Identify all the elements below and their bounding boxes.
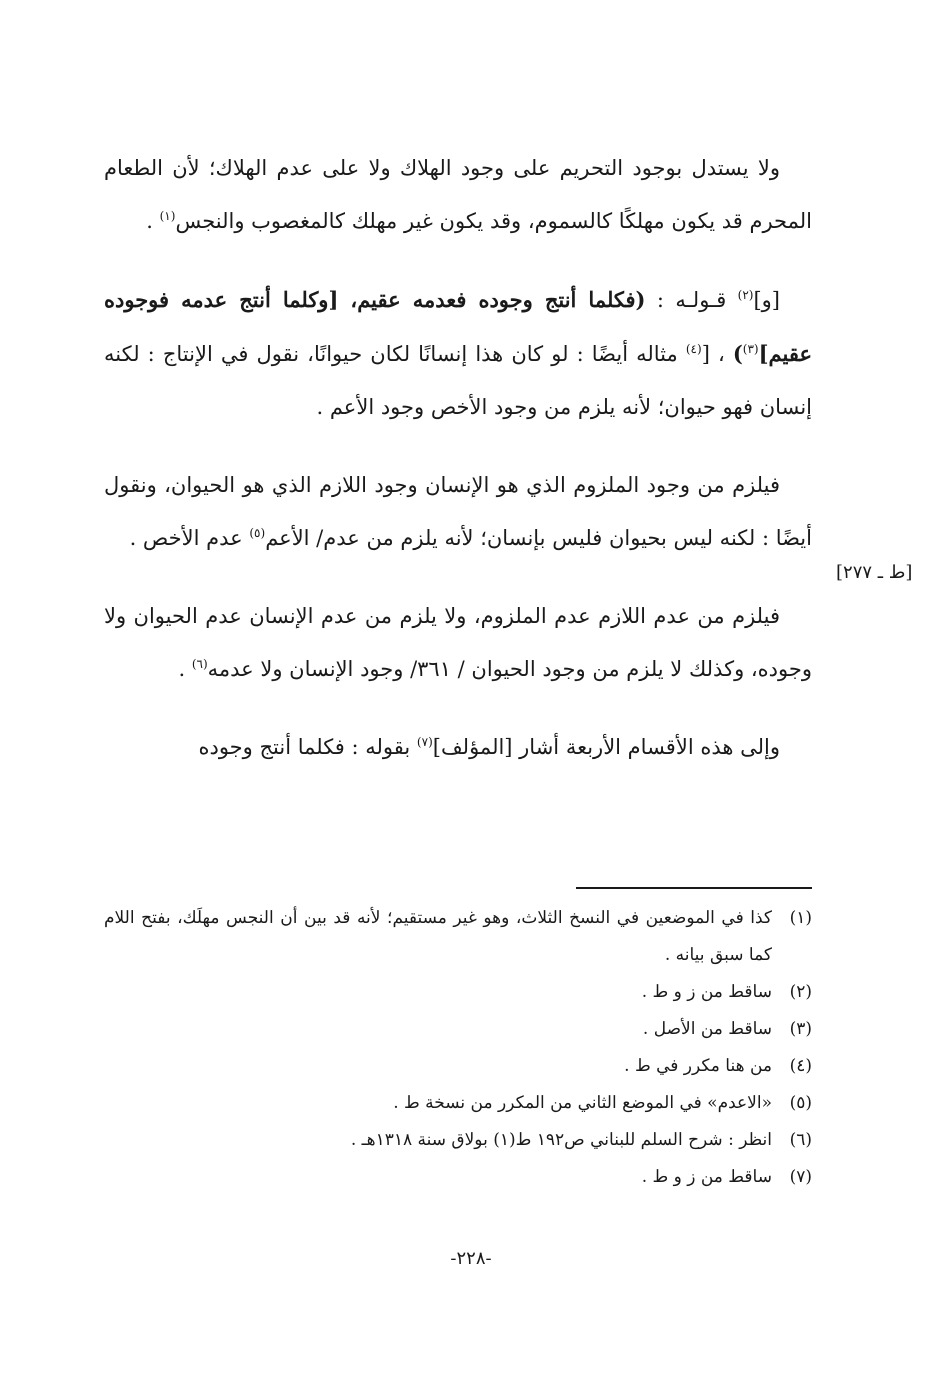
footnote-number: (٦)	[789, 1130, 812, 1150]
text-segment: فيلزم من عدم اللازم عدم الملزوم، ولا يلزم من عدم الإنسان عدم الحيوان ولا وجوده، وكذلك لا يلزم من وجود الحيوان / ٣٦١/ وجود الإنسان ولا عدمه	[104, 604, 812, 681]
footnote	[104, 1011, 812, 1048]
text-segment: وإلى هذه الأقسام الأربعة أشار [المؤلف]	[432, 735, 780, 759]
footnote-marker: (٢)	[737, 288, 754, 302]
footnote-marker: (٧)	[416, 735, 433, 749]
main-text	[104, 142, 812, 799]
text-segment: ، [	[701, 342, 733, 366]
margin-reference: [ط ـ ٢٧٧]	[836, 562, 913, 583]
paragraph	[104, 459, 812, 565]
footnote-text: ساقط من الأصل .	[642, 1019, 772, 1039]
footnote	[104, 974, 812, 1011]
footnote-number: (٢)	[789, 982, 812, 1002]
footnotes-list	[104, 900, 812, 1196]
paragraph	[104, 273, 812, 434]
page-number: -٢٢٨-	[450, 1248, 492, 1269]
footnote-text: «الاعدم» في الموضع الثاني من المكرر من نسخة ط .	[393, 1093, 772, 1113]
footnote-number: (٥)	[789, 1093, 812, 1113]
text-segment: .	[146, 209, 160, 233]
text-segment: [و]	[753, 288, 780, 312]
footnote	[104, 1048, 812, 1085]
footnote-text: ساقط من ز و ط .	[641, 982, 772, 1002]
text-segment: مثاله أيضًا : لو كان هذا إنسانًا لكان حيوانًا، نقول في الإنتاج : لكنه إنسان فهو حيوان؛ لأنه يلزم من وجود الأخص وجود الأعم .	[104, 342, 812, 419]
text-segment: قـولـه :	[645, 288, 738, 312]
footnote-text: من هنا مكرر في ط .	[624, 1056, 772, 1076]
paragraph	[104, 590, 812, 696]
text-segment: ولا يستدل بوجود التحريم على وجود الهلاك ولا على عدم الهلاك؛ لأن الطعام المحرم قد يكون مهلكًا كالسموم، وقد يكون غير مهلك كالمغصوب والنجس	[104, 156, 812, 233]
paragraph	[104, 142, 812, 248]
text-segment: فيلزم من وجود الملزوم الذي هو الإنسان وجود اللازم الذي هو الحيوان، ونقول أيضًا : لكنه ليس بحيوان فليس بإنسان؛ لأنه يلزم من عدم/ الأعم	[104, 473, 812, 550]
footnote-number: (٤)	[789, 1056, 812, 1076]
text-segment: .	[178, 657, 192, 681]
paragraph	[104, 721, 812, 774]
text-segment: عدم الأخص .	[129, 526, 250, 550]
footnote-text: ساقط من ز و ط .	[641, 1167, 772, 1187]
footnote-separator	[576, 887, 812, 889]
footnote-number: (٣)	[789, 1019, 812, 1039]
footnote-text: كذا في الموضعين في النسخ الثلاث، وهو غير مستقيم؛ لأنه قد بين أن النجس مهلَك، بفتح اللام كما سبق بيانه .	[104, 908, 772, 965]
footnote-marker: (٦)	[191, 657, 208, 671]
footnote	[104, 1122, 812, 1159]
footnote-marker: (٥)	[249, 526, 266, 540]
footnote	[104, 1159, 812, 1196]
quoted-text: )	[732, 341, 743, 366]
footnote	[104, 900, 812, 974]
footnote-marker: (٤)	[685, 342, 702, 356]
footnote	[104, 1085, 812, 1122]
footnote-number: (١)	[789, 908, 812, 928]
footnote-marker: (٣)	[742, 342, 759, 356]
footnote-number: (٧)	[789, 1167, 812, 1187]
quoted-text: (فكلما أنتج وجوده فعدمه عقيم، [وكلما أنتج عدمه فوجوده عقيم]	[104, 287, 813, 366]
footnote-text: انظر : شرح السلم للبناني ص١٩٢ ط(١) بولاق سنة ١٣١٨هـ .	[350, 1130, 772, 1150]
text-segment: بقوله : فكلما أنتج وجوده	[198, 735, 417, 759]
footnote-marker: (١)	[159, 209, 176, 223]
